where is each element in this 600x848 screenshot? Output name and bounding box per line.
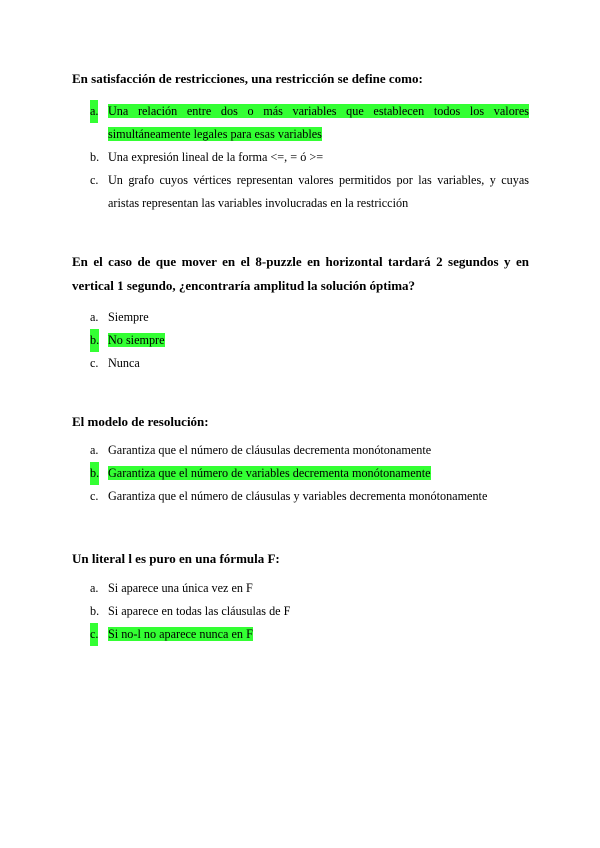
- option-text-correct: No siempre: [108, 333, 165, 347]
- option-text-correct: Una relación entre dos o más variables que establecen todos los valores simultáneamente legales para esas variables: [108, 104, 529, 141]
- option-a: [72, 100, 529, 146]
- option-text: Garantiza que el número de cláusulas y variables decrementa monótonamente: [108, 489, 488, 503]
- option-a: [72, 439, 529, 462]
- option-text-correct: Si no-l no aparece nunca en F: [108, 627, 253, 641]
- option-letter: b.: [90, 329, 99, 352]
- option-b: [72, 600, 529, 623]
- option-c: [72, 485, 529, 508]
- option-c: [72, 623, 529, 646]
- option-text: Garantiza que el número de cláusulas decrementa monótonamente: [108, 443, 432, 457]
- option-text: Un grafo cuyos vértices representan valores permitidos por las variables, y cuyas aristas representan las variables involucradas en la restricción: [108, 173, 529, 210]
- question-title: En el caso de que mover en el 8-puzzle en horizontal tardará 2 segundos y en vertical 1 segundo, ¿encontraría amplitud la solución óptima?: [72, 254, 529, 293]
- option-letter: b.: [90, 462, 99, 485]
- option-text: Si aparece en todas las cláusulas de F: [108, 604, 291, 618]
- option-letter: a.: [90, 443, 99, 457]
- question-title: Un literal l es puro en una fórmula F:: [72, 551, 280, 566]
- option-letter: a.: [90, 310, 99, 324]
- option-text: Siempre: [108, 310, 149, 324]
- option-letter: a.: [90, 581, 99, 595]
- option-text: Una expresión lineal de la forma <=, = ó >=: [108, 150, 324, 164]
- option-c: [72, 169, 529, 215]
- option-letter: c.: [90, 623, 98, 646]
- question-title: En satisfacción de restricciones, una restricción se define como:: [72, 71, 423, 86]
- option-letter: c.: [90, 173, 99, 187]
- option-list: [72, 306, 529, 375]
- option-b: [72, 329, 529, 352]
- question-1: [72, 67, 529, 215]
- question-4: [72, 547, 529, 646]
- option-letter: a.: [90, 100, 98, 123]
- option-text: Si aparece una única vez en F: [108, 581, 253, 595]
- option-letter: b.: [90, 150, 100, 164]
- option-text: Nunca: [108, 356, 140, 370]
- question-title: El modelo de resolución:: [72, 414, 209, 429]
- question-2: [72, 250, 529, 375]
- question-3: [72, 410, 529, 508]
- option-a: [72, 306, 529, 329]
- option-list: [72, 439, 529, 508]
- option-letter: b.: [90, 604, 100, 618]
- option-a: [72, 577, 529, 600]
- option-letter: c.: [90, 356, 99, 370]
- option-text-correct: Garantiza que el número de variables decrementa monótonamente: [108, 466, 431, 480]
- option-letter: c.: [90, 489, 99, 503]
- option-list: [72, 100, 529, 215]
- option-b: [72, 146, 529, 169]
- option-b: [72, 462, 529, 485]
- option-list: [72, 577, 529, 646]
- option-c: [72, 352, 529, 375]
